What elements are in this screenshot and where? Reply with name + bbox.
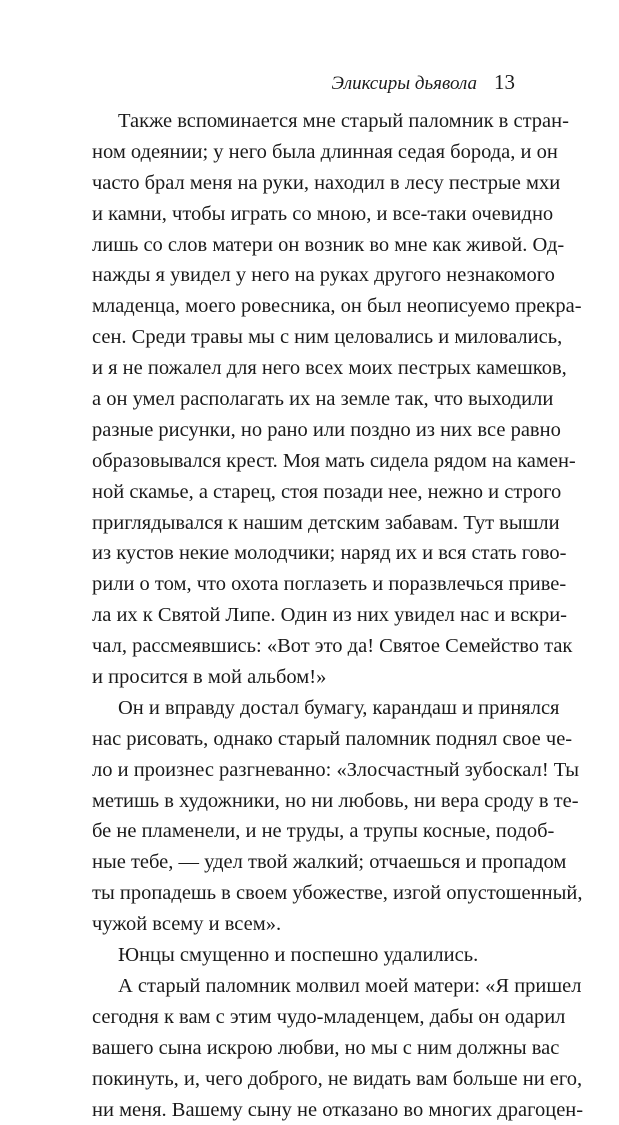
text-line: лишь со слов матери он возник во мне как живой. Од- [92,230,518,261]
text-line: покинуть, и, чего доброго, не видать вам больше ни его, [92,1064,518,1095]
text-line: Он и вправду достал бумагу, карандаш и принялся [92,693,518,724]
text-line: Юнцы смущенно и поспешно удалились. [92,940,518,971]
paragraph [92,940,518,971]
text-line: и камни, чтобы играть со мною, и все-таки очевидно [92,199,518,230]
text-line: Также вспоминается мне старый паломник в стран- [92,106,518,137]
text-line: образовывался крест. Моя мать сидела рядом на камен- [92,446,518,477]
text-line: нажды я увидел у него на руках другого незнакомого [92,260,518,291]
text-line: приглядывался к нашим детским забавам. Тут вышли [92,508,518,539]
text-line: и просится в мой альбом!» [92,662,518,693]
text-line: и я не пожалел для него всех моих пестрых камешков, [92,353,518,384]
text-line: вашего сына искрою любви, но мы с ним должны вас [92,1033,518,1064]
paragraph [92,971,518,1125]
text-line: нас рисовать, однако старый паломник поднял свое че- [92,724,518,755]
running-header [332,70,515,96]
text-line: часто брал меня на руки, находил в лесу пестрые мхи [92,168,518,199]
text-line: ные тебе, — удел твой жалкий; отчаешься и пропадом [92,847,518,878]
text-line: а он умел располагать их на земле так, что выходили [92,384,518,415]
paragraph [92,693,518,940]
text-line: разные рисунки, но рано или поздно из них все равно [92,415,518,446]
text-line: бе не пламенели, и не труды, а трупы косные, подоб- [92,816,518,847]
text-line: чал, рассмеявшись: «Вот это да! Святое Семейство так [92,631,518,662]
text-line: сен. Среди травы мы с ним целовались и миловались, [92,322,518,353]
body-text [92,106,518,1125]
text-line: ни меня. Вашему сыну не отказано во многих драгоцен- [92,1095,518,1125]
text-line: ном одеянии; у него была длинная седая борода, и он [92,137,518,168]
text-line: ла их к Святой Липе. Один из них увидел нас и вскри- [92,600,518,631]
text-line: младенца, моего ровесника, он был неописуемо прекра- [92,291,518,322]
text-line: метишь в художники, но ни любовь, ни вера сроду в те- [92,786,518,817]
text-line: сегодня к вам с этим чудо-младенцем, дабы он одарил [92,1002,518,1033]
text-line: ты пропадешь в своем убожестве, изгой опустошенный, [92,878,518,909]
text-line: чужой всему и всем». [92,909,518,940]
text-line: из кустов некие молодчики; наряд их и вся стать гово- [92,538,518,569]
page-number: 13 [494,70,515,94]
book-title: Эликсиры дьявола [332,73,477,94]
paragraph [92,106,518,693]
text-line: рили о том, что охота поглазеть и поразвлечься приве- [92,569,518,600]
text-line: ло и произнес разгневанно: «Злосчастный зубоскал! Ты [92,755,518,786]
text-line: А старый паломник молвил моей матери: «Я пришел [92,971,518,1002]
text-line: ной скамье, а старец, стоя позади нее, нежно и строго [92,477,518,508]
